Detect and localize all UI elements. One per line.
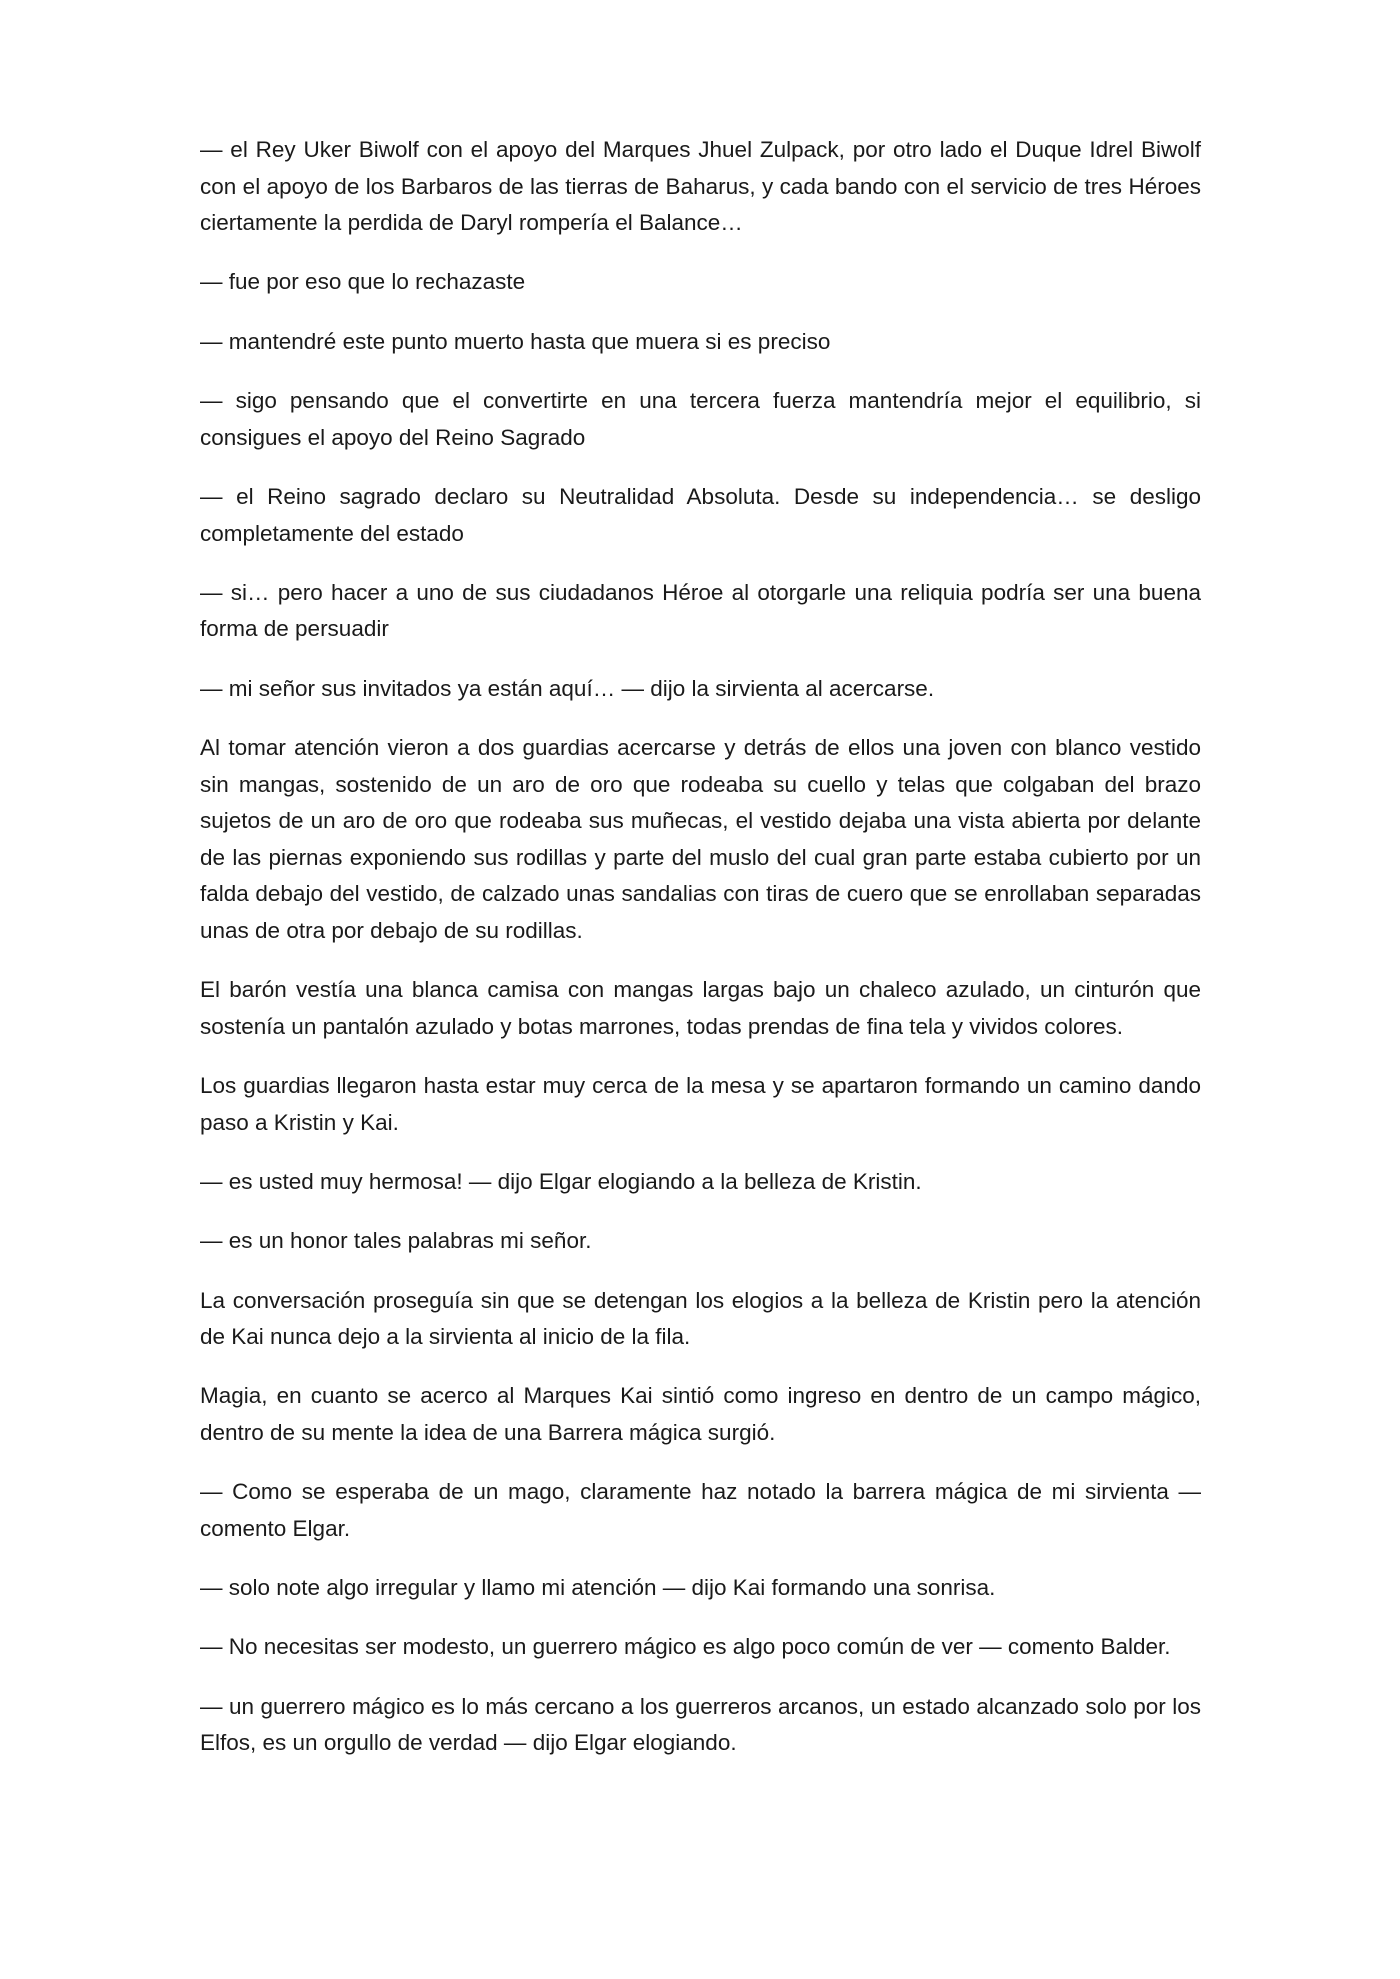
- paragraph-13: La conversación proseguía sin que se detengan los elogios a la belleza de Kristin pero la atención de Kai nunca dejo a la sirvienta al inicio de la fila.: [200, 1287, 1201, 1350]
- paragraph-3: — mantendré este punto muerto hasta que muera si es preciso: [200, 328, 831, 354]
- paragraph-18: — un guerrero mágico es lo más cercano a los guerreros arcanos, un estado alcanzado solo por los Elfos, es un orgullo de verdad — dijo Elgar elogiando.: [200, 1693, 1201, 1756]
- paragraph-9: El barón vestía una blanca camisa con mangas largas bajo un chaleco azulado, un cinturón que sostenía un pantalón azulado y botas marrones, todas prendas de fina tela y vividos colores.: [200, 977, 1201, 1039]
- paragraph-10: Los guardias llegaron hasta estar muy cerca de la mesa y se apartaron formando un camino dando paso a Kristin y Kai.: [200, 1073, 1201, 1135]
- paragraph-6: — si… pero hacer a uno de sus ciudadanos Héroe al otorgarle una reliquia podría ser una buena forma de persuadir: [200, 579, 1201, 642]
- paragraph-1: — el Rey Uker Biwolf con el apoyo del Marques Jhuel Zulpack, por otro lado el Duque Idrel Biwolf con el apoyo de los Barbaros de las tierras de Baharus, y cada bando con el servicio de tres Héroes ciertamente la perdida de Daryl rompería el Balance…: [200, 137, 1201, 236]
- paragraph-8: Al tomar atención vieron a dos guardias acercarse y detrás de ellos una joven con blanco vestido sin mangas, sostenido de un aro de oro que rodeaba su cuello y telas que colgaban del brazo sujetos de un aro de oro que rodeaba sus muñecas, el vestido dejaba una vista abierta por delante de las piernas exponiendo sus rodillas y parte del muslo del cual gran parte estaba cubierto por un falda debajo del vestido, de calzado unas sandalias con tiras de cuero que se enrollaban separadas unas de otra por debajo de su rodillas.: [200, 734, 1201, 943]
- paragraph-11: — es usted muy hermosa! — dijo Elgar elogiando a la belleza de Kristin.: [200, 1168, 922, 1194]
- paragraph-7: — mi señor sus invitados ya están aquí… — dijo la sirvienta al acercarse.: [200, 675, 935, 701]
- paragraph-12: — es un honor tales palabras mi señor.: [200, 1228, 592, 1254]
- paragraph-14: Magia, en cuanto se acerco al Marques Kai sintió como ingreso en dentro de un campo mágico, dentro de su mente la idea de una Barrera mágica surgió.: [200, 1383, 1201, 1445]
- paragraph-16: — solo note algo irregular y llamo mi atención — dijo Kai formando una sonrisa.: [200, 1575, 996, 1601]
- paragraph-17: — No necesitas ser modesto, un guerrero mágico es algo poco común de ver — comento Balder.: [200, 1634, 1171, 1660]
- paragraph-5: — el Reino sagrado declaro su Neutralidad Absoluta. Desde su independencia… se desligo completamente del estado: [200, 483, 1201, 546]
- document-body: [200, 132, 1201, 1785]
- paragraph-2: — fue por eso que lo rechazaste: [200, 269, 526, 295]
- paragraph-4: — sigo pensando que el convertirte en una tercera fuerza mantendría mejor el equilibrio, si consigues el apoyo del Reino Sagrado: [200, 388, 1201, 450]
- paragraph-15: — Como se esperaba de un mago, claramente haz notado la barrera mágica de mi sirvienta — comento Elgar.: [200, 1479, 1201, 1541]
